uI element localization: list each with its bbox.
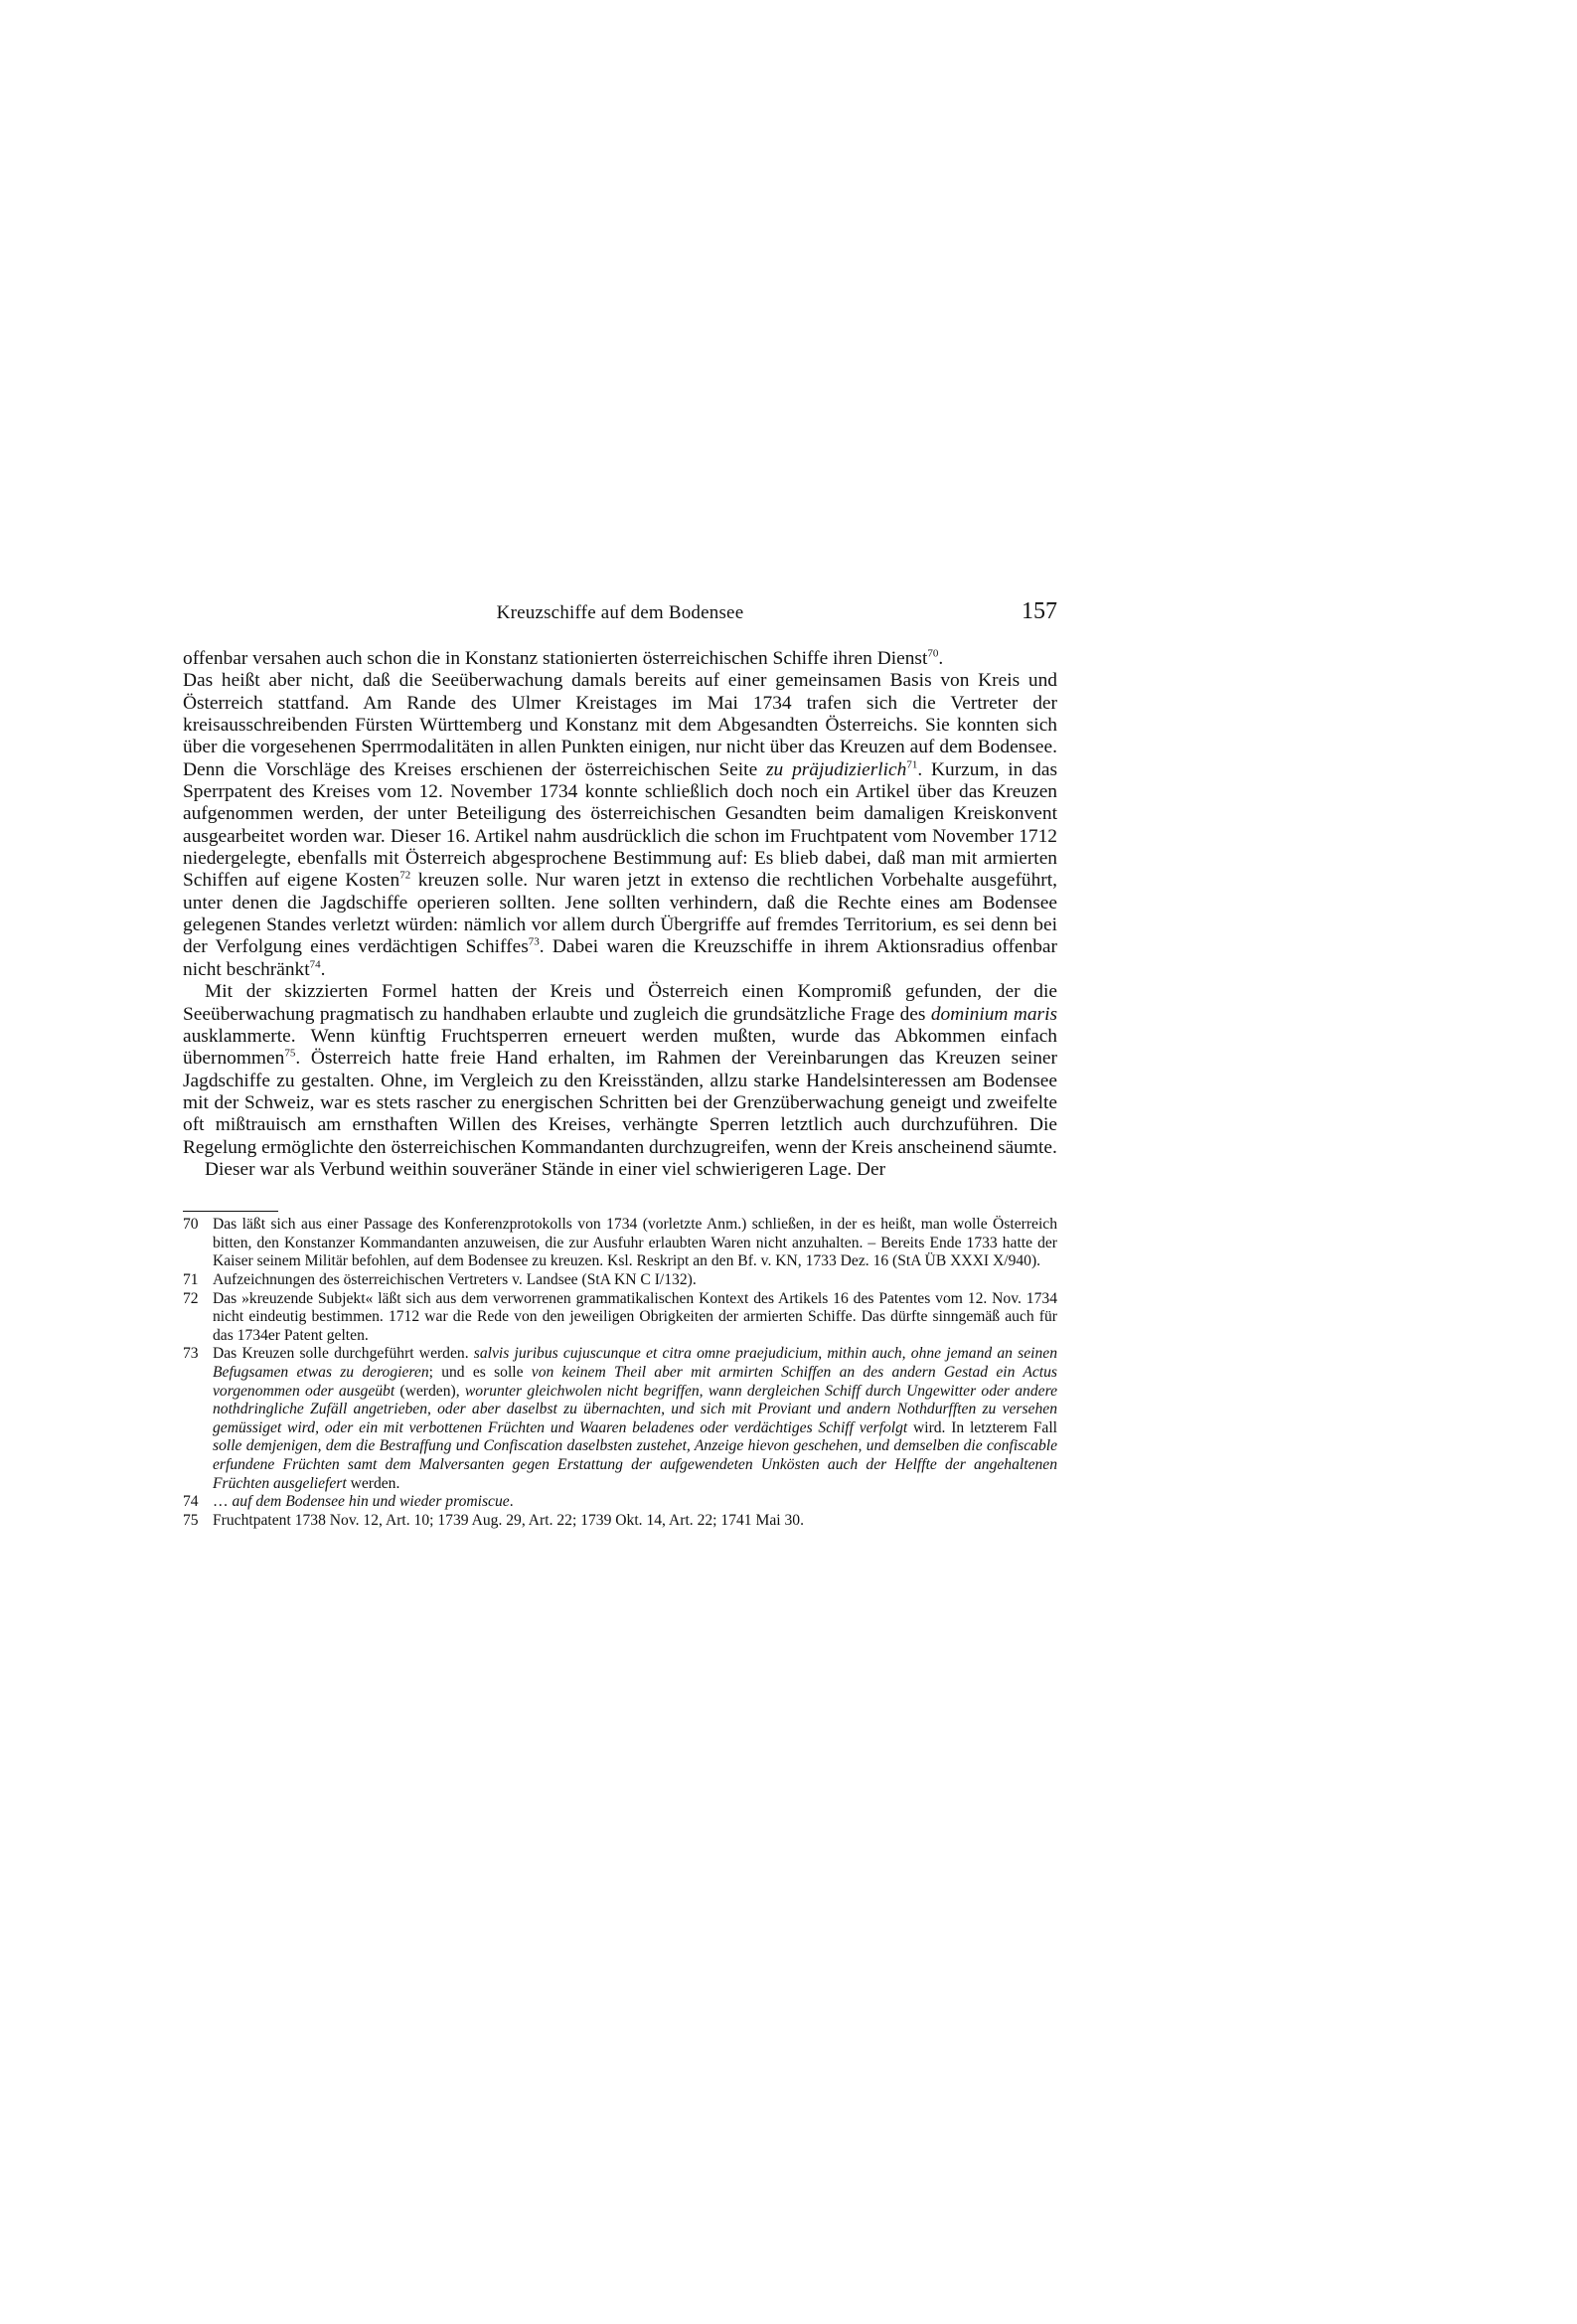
paragraph-text: . Dabei waren die Kreuzschiffe in ihrem Aktionsradius offenbar nicht beschränkt: [183, 936, 1057, 980]
paragraph-text: .: [938, 648, 944, 669]
footnote-ref-71[interactable]: 71: [906, 758, 918, 771]
footnote-number: 74: [183, 1493, 199, 1511]
italic-quote: zu präjudizierlich: [766, 758, 907, 780]
footnote-73: [183, 1345, 1057, 1493]
footnote-ref-74[interactable]: 74: [309, 958, 321, 971]
footnotes: [183, 1216, 1057, 1530]
footnote-number: 75: [183, 1511, 199, 1529]
footnote-text: Aufzeichnungen des österreichischen Vertreters v. Landsee (StA KN C I/132).: [213, 1271, 697, 1289]
footnote-70: [183, 1216, 1057, 1271]
footnote-number: 71: [183, 1271, 199, 1289]
paragraph-text: .: [320, 958, 326, 980]
paragraph-text: Mit der skizzierten Formel hatten der Kreis und Österreich einen Kompromiß gefunden, der die Seeüberwachung pragmatisch zu handhaben erlaubte und zugleich die grundsätzliche Frage des: [183, 981, 1057, 1025]
footnote-text: ; und es solle: [428, 1364, 532, 1381]
footnote-quote: von keinem Theil aber mit armirten Schiffen an des andern Gestad ein Actus vorgenommen oder ausgeübt: [213, 1364, 1057, 1400]
footnote-ref-73[interactable]: 73: [528, 936, 540, 948]
paragraph-text: offenbar versahen auch schon die in Konstanz stationierten österreichischen Schiffe ihren Dienst: [183, 648, 928, 669]
footnote-quote: salvis juribus cujuscunque et citra omne praejudicium, mithin auch, ohne jemand an seinen Befugsamen etwas zu derogieren: [213, 1345, 1057, 1381]
footnote-number: 72: [183, 1289, 199, 1307]
paragraph-3: [183, 981, 1057, 1159]
paragraph-1: [183, 648, 1057, 670]
paragraph-text: Das heißt aber nicht, daß die Seeüberwachung damals bereits auf einer gemeinsamen Basis von Kreis und Österreich stattfand. Am Rande des Ulmer Kreistages im Mai 1734 trafen sich die Vertreter der kreisausschreibenden Fürsten Württemberg und Konstanz mit dem Abgesandten Österreichs. Sie konnten sich über die vorgesehenen Sperrmodalitäten in allen Punkten einigen, nur nicht über das Kreuzen auf dem Bodensee. Denn die Vorschläge des Kreises erschienen der österreichischen Seite: [183, 670, 1057, 780]
footnote-number: 73: [183, 1345, 199, 1363]
footnote-ref-75[interactable]: 75: [284, 1047, 296, 1060]
footnote-quote: worunter gleichwolen nicht begriffen, wann dergleichen Schiff durch Ungewitter oder andere nothdringliche Zufäll angetrieben, oder aber daselbst zu übernachten, und sich mit Proviant und andern Nothdurfften zu versehen gemüssiget wird, oder ein mit verbottenen Früchten und Waaren beladenes oder verdächtiges Schiff verfolgt: [213, 1382, 1057, 1436]
main-text: [183, 648, 1057, 1181]
footnote-71: [183, 1271, 1057, 1290]
paragraph-2: [183, 670, 1057, 981]
footnote-74: [183, 1493, 1057, 1512]
footnote-ref-72[interactable]: 72: [399, 869, 411, 882]
running-title: Kreuzschiffe auf dem Bodensee: [496, 602, 744, 623]
footnote-text: (werden),: [394, 1382, 465, 1400]
italic-term: dominium maris: [930, 1003, 1057, 1025]
footnote-text: Das »kreuzende Subjekt« läßt sich aus dem verworrenen grammatikalischen Kontext des Artikels 16 des Patentes vom 12. Nov. 1734 nicht eindeutig bestimmen. 1712 war die Rede von den jeweiligen Obrigkeiten der armierten Schiffe. Das dürfte sinngemäß auch für das 1734er Patent gelten.: [213, 1289, 1057, 1344]
footnote-text: Fruchtpatent 1738 Nov. 12, Art. 10; 1739 Aug. 29, Art. 22; 1739 Okt. 14, Art. 22; 1741 Mai 30.: [213, 1511, 804, 1529]
paragraph-text: . Österreich hatte freie Hand erhalten, im Rahmen der Vereinbarungen das Kreuzen seiner Jagdschiffe zu gestalten. Ohne, im Vergleich zu den Kreisständen, allzu starke Handelsinteressen am Bodensee mit der Schweiz, war es stets rascher zu energischen Schritten bei der Grenzüberwachung geneigt und zweifelte oft mißtrauisch am ernsthaften Willen des Kreises, verhängte Sperren letztlich auch durchzuführen. Die Regelung ermöglichte den österreichischen Kommandanten durchzugreifen, wenn der Kreis anscheinend säumte.: [183, 1048, 1057, 1158]
footnote-divider: [183, 1211, 278, 1212]
page-header: [183, 596, 1057, 632]
book-page: [183, 596, 1057, 1530]
footnote-75: [183, 1512, 1057, 1531]
footnote-ref-70[interactable]: 70: [927, 647, 939, 660]
footnote-text: werden.: [346, 1474, 400, 1492]
paragraph-text: . Kurzum, in das Sperrpatent des Kreises vom 12. November 1734 konnte schließlich doch noch ein Artikel über das Kreuzen aufgenommen werden, der unter Beteiligung des österreichischen Gesandten beim damaligen Kreiskonvent ausgearbeitet worden war. Dieser 16. Artikel nahm ausdrücklich die schon im Fruchtpatent vom November 1712 niedergelegte, ebenfalls mit Österreich abgesprochene Bestimmung auf: Es blieb dabei, daß man mit armierten Schiffen auf eigene Kosten: [183, 758, 1057, 892]
footnote-quote: solle demjenigen, dem die Bestraffung und Confiscation daselbsten zustehet, Anzeige hievon geschehen, und demselben die confiscable erfundene Früchten samt dem Malversanten gegen Erstattung der aufgewendeten Unkösten auch der Helffte der angehaltenen Früchten ausgeliefert: [213, 1437, 1057, 1492]
footnote-number: 70: [183, 1216, 199, 1234]
footnote-quote: auf dem Bodensee hin und wieder promiscue: [232, 1493, 510, 1511]
footnote-text: .: [509, 1493, 514, 1511]
footnote-text: Das Kreuzen solle durchgeführt werden.: [213, 1345, 474, 1363]
footnote-text: Das läßt sich aus einer Passage des Konferenzprotokolls von 1734 (vorletzte Anm.) schließen, in der es heißt, man wolle Österreich bitten, den Konstanzer Kommandanten anzuweisen, die zur Ausfuhr erlaubten Waren nicht anzuhalten. – Bereits Ende 1733 hatte der Kaiser seinem Militär befohlen, auf dem Bodensee zu kreuzen. Ksl. Reskript an den Bf. v. KN, 1733 Dez. 16 (StA ÜB XXXI X/940).: [213, 1216, 1057, 1270]
footnote-text: …: [213, 1493, 233, 1511]
paragraph-4: Dieser war als Verbund weithin souveräner Stände in einer viel schwierigeren Lage. Der: [205, 1158, 886, 1180]
paragraph-text: ausklammerte. Wenn künftig Fruchtsperren erneuert werden mußten, wurde das Abkommen einfach übernommen: [183, 1025, 1057, 1070]
paragraph-text: kreuzen solle. Nur waren jetzt in extenso die rechtlichen Vorbehalte ausgeführt, unter denen die Jagdschiffe operieren sollten. Jene sollten verhindern, daß die Rechte eines am Bodensee gelegenen Standes verletzt würden: nämlich vor allem durch Übergriffe auf fremdes Territorium, es sei denn bei der Verfolgung eines verdächtigen Schiffes: [183, 870, 1057, 958]
page-number: 157: [1022, 598, 1057, 624]
footnote-72: [183, 1290, 1057, 1346]
footnote-text: wird. In letzterem Fall: [907, 1418, 1057, 1436]
